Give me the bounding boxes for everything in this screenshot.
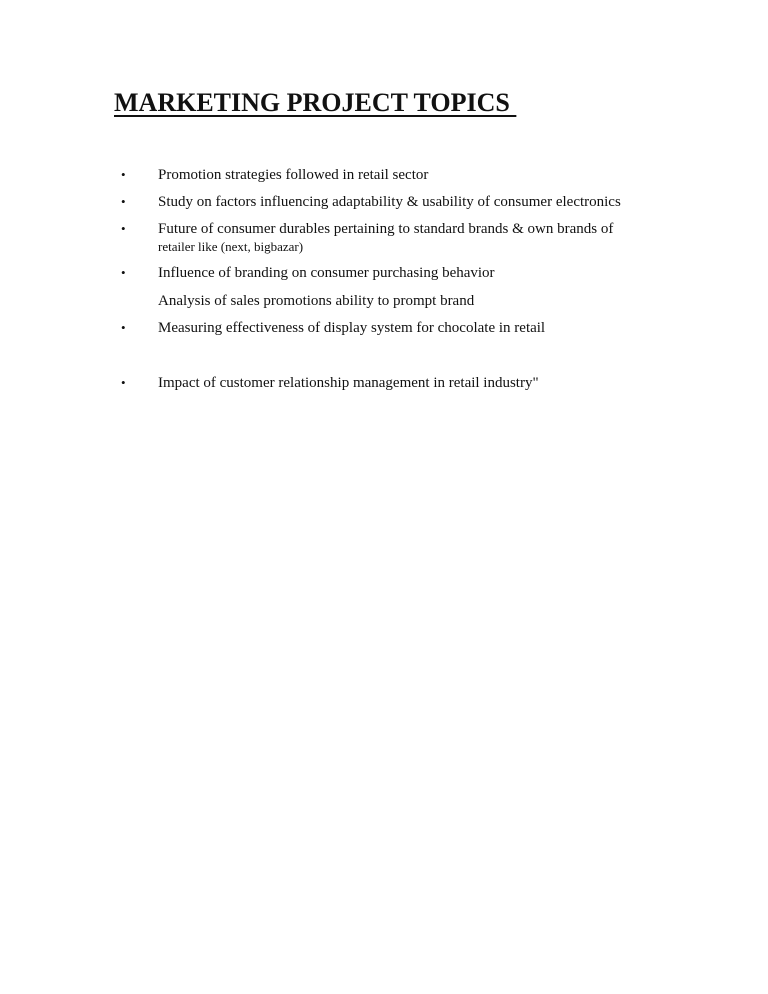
list-item-promotion-strategies: [121, 166, 429, 184]
list-item-consumer-durables: [121, 220, 614, 255]
bullet-icon: •: [121, 167, 126, 182]
bullet-icon: •: [121, 265, 126, 280]
list-item-continuation: retailer like (next, bigbazar): [158, 239, 304, 254]
list-item-text: Influence of branding on consumer purchasing behavior: [158, 265, 495, 281]
list-item-branding-influence: [121, 264, 495, 282]
bullet-icon: •: [121, 194, 126, 209]
list-item-text: Impact of customer relationship management in retail industry": [158, 375, 539, 391]
list-item-consumer-electronics: [121, 193, 621, 211]
list-item-sales-promotions: [158, 292, 474, 310]
list-item-crm-impact: [121, 374, 539, 392]
list-item-text: Future of consumer durables pertaining to standard brands & own brands of: [158, 221, 614, 237]
bullet-icon: •: [121, 221, 126, 236]
list-item-text: Promotion strategies followed in retail sector: [158, 167, 429, 183]
list-item-display-system: [121, 319, 546, 337]
list-item-text: Measuring effectiveness of display system for chocolate in retail: [158, 320, 546, 336]
page-title: MARKETING PROJECT TOPICS: [114, 88, 517, 117]
list-item-text: Study on factors influencing adaptability & usability of consumer electronics: [158, 194, 621, 210]
list-item-text: Analysis of sales promotions ability to prompt brand: [158, 293, 475, 309]
bullet-icon: •: [121, 375, 126, 390]
bullet-icon: •: [121, 320, 126, 335]
